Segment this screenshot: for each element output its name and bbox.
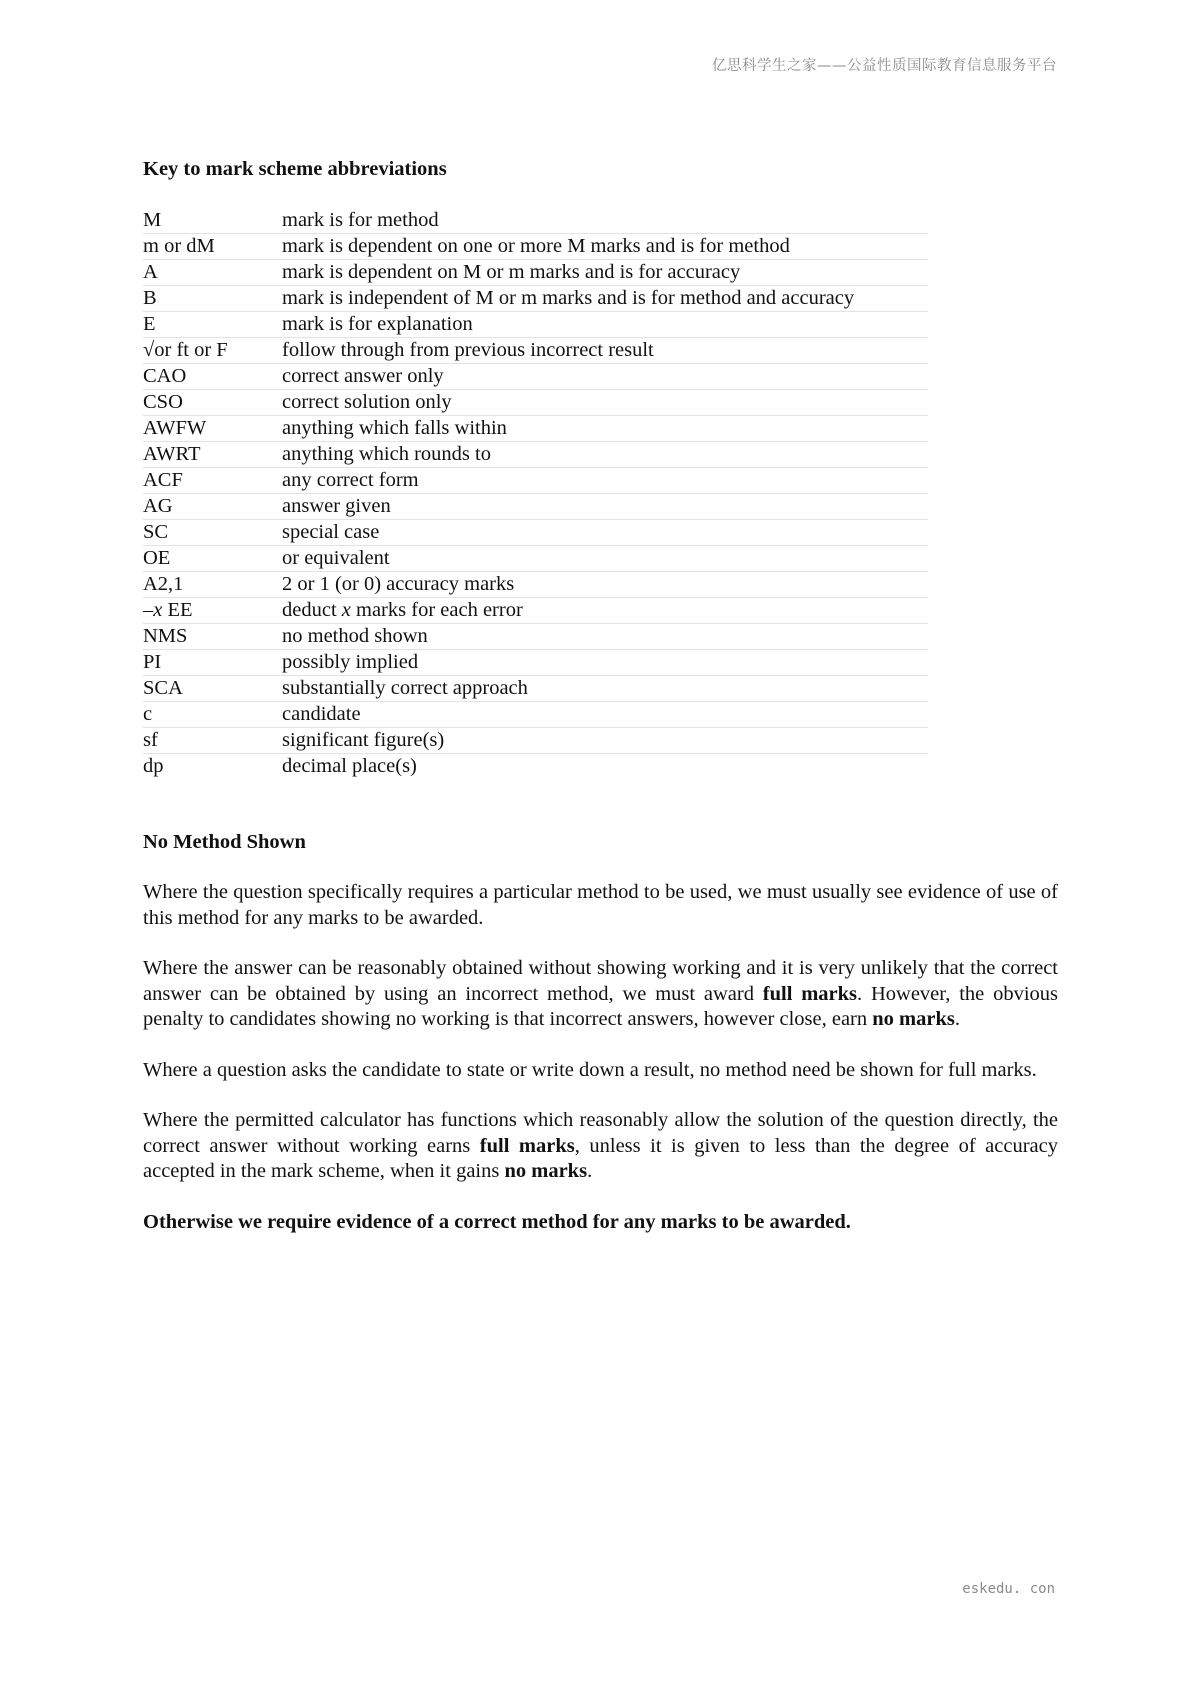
nms-heading: No Method Shown	[143, 830, 306, 853]
abbreviation-code: PI	[143, 649, 282, 675]
abbreviation-code: OE	[143, 545, 282, 571]
abbreviation-code: A	[143, 259, 282, 285]
abbreviation-code: AWFW	[143, 415, 282, 441]
abbreviation-meaning: correct answer only	[282, 363, 928, 389]
abbreviation-meaning: deduct x marks for each error	[282, 597, 928, 623]
table-row	[143, 311, 928, 337]
table-row	[143, 675, 928, 701]
table-row	[143, 571, 928, 597]
paragraph-3: Where a question asks the candidate to state or write down a result, no method need be shown for full marks.	[143, 1058, 1037, 1081]
table-row	[143, 415, 928, 441]
table-row	[143, 493, 928, 519]
table-row	[143, 441, 928, 467]
abbreviation-table	[143, 208, 928, 779]
page-content	[143, 156, 1058, 1256]
abbreviation-meaning: mark is independent of M or m marks and is for method and accuracy	[282, 285, 928, 311]
abbreviation-meaning: significant figure(s)	[282, 727, 928, 753]
abbreviation-code: E	[143, 311, 282, 337]
abbreviation-meaning: or equivalent	[282, 545, 928, 571]
abbreviation-meaning: mark is dependent on M or m marks and is for accuracy	[282, 259, 928, 285]
table-row	[143, 389, 928, 415]
abbreviation-code: SCA	[143, 675, 282, 701]
abbreviation-meaning: decimal place(s)	[282, 753, 928, 779]
abbreviation-code: B	[143, 285, 282, 311]
table-row	[143, 285, 928, 311]
abbreviation-code: M	[143, 208, 162, 231]
abbreviation-meaning: anything which falls within	[282, 415, 928, 441]
key-heading: Key to mark scheme abbreviations	[143, 158, 447, 180]
table-row	[143, 701, 928, 727]
final-statement: Otherwise we require evidence of a correct method for any marks to be awarded.	[143, 1210, 851, 1233]
abbreviation-code: NMS	[143, 623, 282, 649]
abbreviation-code: m or dM	[143, 233, 282, 259]
paragraph-1: Where the question specifically requires a particular method to be used, we must usually see evidence of use of this method for any marks to be awarded.	[143, 881, 1058, 929]
abbreviation-meaning: answer given	[282, 493, 928, 519]
abbreviation-code: CSO	[143, 389, 282, 415]
table-row	[143, 233, 928, 259]
abbreviation-meaning: anything which rounds to	[282, 441, 928, 467]
table-row	[143, 545, 928, 571]
abbreviation-code: ACF	[143, 467, 282, 493]
table-row	[143, 208, 928, 234]
abbreviation-meaning: follow through from previous incorrect result	[282, 337, 928, 363]
abbreviation-meaning: candidate	[282, 701, 928, 727]
abbreviation-meaning: mark is for explanation	[282, 311, 928, 337]
table-row	[143, 467, 928, 493]
abbreviation-code: AG	[143, 493, 282, 519]
abbreviation-meaning: mark is dependent on one or more M marks and is for method	[282, 233, 928, 259]
table-row	[143, 337, 928, 363]
table-row	[143, 363, 928, 389]
table-row	[143, 623, 928, 649]
abbreviation-code: c	[143, 701, 282, 727]
footer-site: eskedu. con	[962, 1581, 1055, 1597]
table-row	[143, 649, 928, 675]
header-watermark: 亿思科学生之家——公益性质国际教育信息服务平台	[712, 58, 1057, 74]
abbreviation-meaning: special case	[282, 519, 928, 545]
abbreviation-code: AWRT	[143, 441, 282, 467]
abbreviation-code: A2,1	[143, 571, 282, 597]
no-method-section	[143, 829, 1058, 1236]
abbreviation-code: –x EE	[143, 597, 282, 623]
paragraph-4: Where the permitted calculator has functions which reasonably allow the solution of the question directly, the correct answer without working earns full marks, unless it is given to less than the degree of accuracy accepted in the mark scheme, when it gains no marks.	[143, 1109, 1058, 1183]
table-row	[143, 753, 928, 779]
paragraph-2: Where the answer can be reasonably obtained without showing working and it is very unlikely that the correct answer can be obtained by using an incorrect method, we must award full marks. However, the obvious penalty to candidates showing no working is that incorrect answers, however close, earn no marks.	[143, 957, 1058, 1031]
abbreviation-code: dp	[143, 753, 282, 779]
abbreviation-meaning: substantially correct approach	[282, 675, 928, 701]
abbreviation-meaning: possibly implied	[282, 649, 928, 675]
emphasis-no-marks: no marks	[872, 1008, 955, 1031]
table-row	[143, 259, 928, 285]
abbreviation-meaning: any correct form	[282, 467, 928, 493]
abbreviation-meaning: correct solution only	[282, 389, 928, 415]
table-row	[143, 727, 928, 753]
abbreviation-code: CAO	[143, 363, 282, 389]
emphasis-full-marks: full marks	[762, 982, 858, 1005]
abbreviation-meaning: 2 or 1 (or 0) accuracy marks	[282, 571, 928, 597]
abbreviation-meaning: mark is for method	[282, 208, 439, 231]
abbreviation-code: sf	[143, 727, 282, 753]
abbreviation-meaning: no method shown	[282, 623, 928, 649]
abbreviation-code: √or ft or F	[143, 337, 282, 363]
table-row	[143, 519, 928, 545]
table-row	[143, 597, 928, 623]
abbreviation-code: SC	[143, 519, 282, 545]
emphasis-full-marks: full marks	[479, 1134, 575, 1157]
emphasis-no-marks: no marks	[504, 1160, 588, 1183]
